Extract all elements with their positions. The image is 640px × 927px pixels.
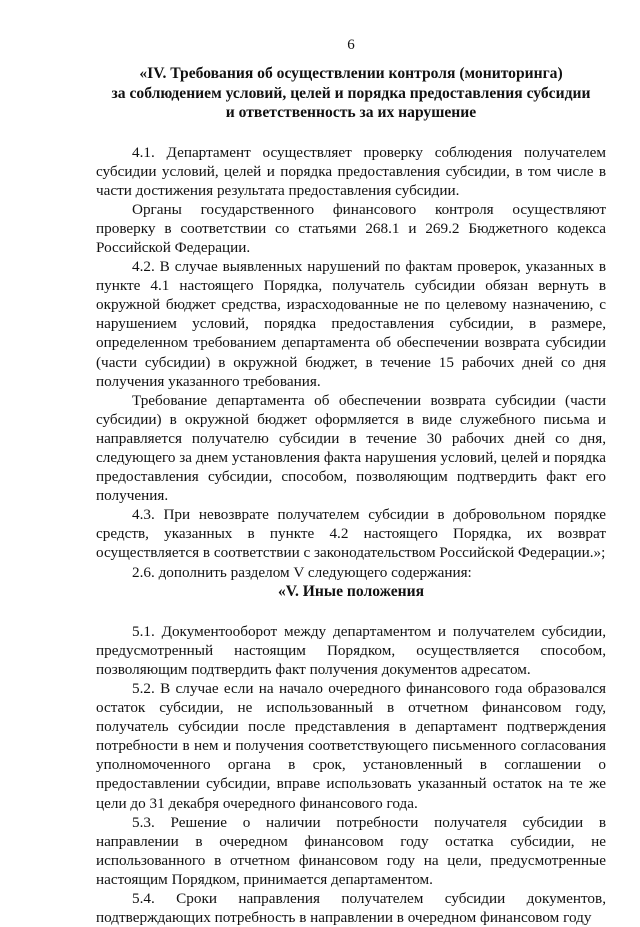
paragraph-5-4: 5.4. Сроки направления получателем субсидии документов, подтверждающих потребность в направлении в очередном финансовом году bbox=[96, 889, 606, 927]
paragraph-4-2: 4.2. В случае выявленных нарушений по фактам проверок, указанных в пункте 4.1 настоящего Порядка, получатель субсидии обязан вернуть в окружной бюджет средства, израсходованные не по целевому назначению, с нарушением условий, порядка предоставления субсидии, в размере, определенном требованием департамента об обеспечении возврата субсидии (части субсидии) в окружной бюджет, в течение 15 рабочих дней со дня получения указанного требования. bbox=[96, 258, 606, 390]
paragraph-refund-requirement: Требование департамента об обеспечении возврата субсидии (части субсидии) в окружной бюджет оформляется в виде служебного письма и направляется получателю субсидии в течение 30 рабочих дней со дня, следующего за днем установления факта нарушения условий, целей и порядка предоставления субсидии, способом, позволяющим подтвердить факт его получения. bbox=[96, 391, 606, 505]
section-4-heading bbox=[96, 64, 606, 123]
paragraph-2-6: 2.6. дополнить разделом V следующего содержания: bbox=[132, 563, 472, 581]
paragraph-state-control: Органы государственного финансового контроля осуществляют проверку в соответствии со статьями 268.1 и 269.2 Бюджетного кодекса Российской Федерации. bbox=[96, 200, 606, 256]
section-5-heading: «V. Иные положения bbox=[277, 582, 425, 600]
page-number: 6 bbox=[347, 37, 355, 53]
paragraph-4-1: 4.1. Департамент осуществляет проверку соблюдения получателем субсидии условий, целей и порядка предоставления субсидии, в том числе в части достижения результата предоставления субсидии. bbox=[96, 143, 606, 199]
section-4-heading-line: за соблюдением условий, целей и порядка предоставления субсидии bbox=[111, 84, 591, 102]
paragraph-5-2: 5.2. В случае если на начало очередного финансового года образовался остаток субсидии, не использованный в отчетном финансовом году, получатель субсидии после представления в департамент подтверждения потребности в нем и получения соответствующего письменного согласования уполномоченного органа в срок, установленный в соглашении о предоставлении субсидии, вправе использовать указанный остаток на те же цели до 31 декабря очередного финансового года. bbox=[96, 679, 606, 812]
paragraph-5-1: 5.1. Документооборот между департаментом и получателем субсидии, предусмотренный настоящим Порядком, осуществляется способом, позволяющим подтвердить факт получения документов адресатом. bbox=[96, 622, 606, 678]
section-4-heading-line: «IV. Требования об осуществлении контроля (мониторинга) bbox=[139, 65, 563, 82]
paragraph-5-3: 5.3. Решение о наличии потребности получателя субсидии в направлении в очередном финансовом году остатка субсидии, не использованного в отчетном финансовом году на цели, предусмотренные настоящим Порядком, принимается департаментом. bbox=[96, 813, 606, 888]
paragraph-4-3: 4.3. При невозврате получателем субсидии в добровольном порядке средств, указанных в пункте 4.2 настоящего Порядка, их возврат осуществляется в соответствии с законодательством Российской Федерации.»; bbox=[96, 506, 606, 562]
section-4-heading-line: и ответственность за их нарушение bbox=[225, 104, 477, 121]
